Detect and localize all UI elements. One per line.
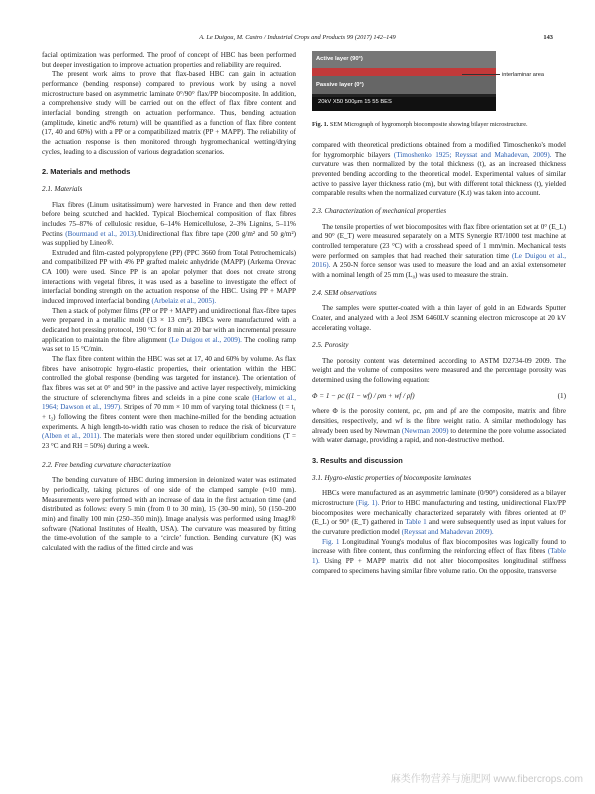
sem-micrograph xyxy=(312,51,496,111)
paragraph: The bending curvature of HBC during immersion in deionized water was estimated by periodically, taking pictures of one side of the clamped sample (≈10 mm). Measurements were performed with an increase of data in the first actuation time (and distributed as follows: every 5 min (from 0 to 30 min), 15 (30–90 min), 50 (150–200 min) and finally 100 min (250–350 min)). Image analysis was performed using ImagJ® software (National Institutes of Health, USA). The curvature was measured by fitting the time-evolution of the sample to a ‘circle’ function. Bending curvature (K) was calculated with the radius of the fitted circle and was xyxy=(42,476,296,552)
journal-citation: A. Le Duigou, M. Castro / Industrial Crops and Products 99 (2017) 142–149 xyxy=(199,34,396,41)
paragraph xyxy=(312,538,566,577)
citation-link[interactable]: (Alben et al., 2011). xyxy=(42,432,102,441)
watermark: 麻类作物营养与施肥网 www.fibercrops.com xyxy=(390,774,583,785)
text: Longitudinal Young's modulus of flax biocomposites was logically found to increase with fibre content, thus confirming the reinforcing effect of flax fibres xyxy=(312,537,566,556)
text: where Φ is the porosity content, ρc, ρm and ρf are the composite, matrix and fibre densities, respectively, and wf is the fibre weight ratio. A similar methodology has already been used by Newman xyxy=(312,407,566,435)
text: The curvature was then normalized by the total thickness (t), as an increased thickness prevented bending according to the theoretical model. Experimental values of similar active to passive layer thickness ratio (m), but with different total thickness (t), yielded comparable results when the normalized curvature (K.t) was taken into account. xyxy=(312,150,567,198)
paragraph xyxy=(42,201,296,249)
paragraph xyxy=(312,407,566,446)
table-link[interactable]: (Table 1). xyxy=(312,547,566,565)
text: Prior to HBC manufacturing and testing, unidirectional Flax/PP biocomposites were mechanically characterized separately with fibres oriented at 0°(E_L) or 90° (E_T) gathered in xyxy=(312,499,566,527)
text: Unidirectional flax fibre tape (200 g/m² and 50 g/m²) was supplied by Lineo®. xyxy=(42,229,296,248)
table-link[interactable]: Table 1 xyxy=(405,518,427,527)
citation-link[interactable]: (Reyssat and Mahadevan 2009). xyxy=(401,528,494,536)
subsection-heading: 2.3. Characterization of mechanical properties xyxy=(312,206,447,215)
page-number: 143 xyxy=(543,34,553,41)
subsection-heading: 3.1. Hygro-elastic properties of biocomposite laminates xyxy=(312,473,472,482)
paragraph xyxy=(312,141,566,199)
figure-link[interactable]: (Fig. 1). xyxy=(355,499,380,508)
equation-body: Φ = 1 − ρc ((1 − wf) / ρm + wf / ρf) xyxy=(312,391,415,400)
caption-text: SEM Micrograph of hygromorph biocomposite showing bilayer microstructure. xyxy=(329,121,528,128)
text: compared with theoretical predictions obtained from a modified Timoschenko's model for hygromorphic bilayers xyxy=(312,141,566,159)
interlaminar-label: interlaminar area xyxy=(502,72,544,78)
text: HBCs were manufactured as an asymmetric laminate (0/90°) considered as a bilayer microstructure xyxy=(312,489,566,508)
citation-link[interactable]: (Arbelaiz et al., 2005). xyxy=(151,297,217,306)
paragraph xyxy=(42,355,296,452)
interlaminar-pointer xyxy=(462,74,500,75)
active-layer-label: Active layer (90°) xyxy=(316,56,363,62)
left-column xyxy=(42,51,296,554)
citation-link[interactable]: (Newman 2009) xyxy=(401,426,449,435)
paragraph: facial optimization was performed. The proof of concept of HBC has been performed but deeper investigation to improve actuation properties and reliability are required. xyxy=(42,51,296,69)
citation-link[interactable]: (Le Duigou et al., 2009). xyxy=(168,335,242,344)
text: Extruded and film-casted polypropylene (PP) (PPC 3660 from Total Petrochemicals) and compatibilized PP with 4% PP grafted maleic anhydride (MAPP) (Arkema Orevac CA 100) were used. Since PP is an apolar polymer that does not create strong interactions with vegetal fibres, it was used as a baseline to investigate the effect of interfacial bonding strength on the actuation response of the HBC. Using PP + MAPP induced improved interfacial bonding xyxy=(42,248,296,306)
running-header xyxy=(42,34,553,46)
text: Using PP + MAPP matrix did not alter biocomposites longitudinal stiffness compared to specimens having similar fibre volume ratio. On the opposite, transverse xyxy=(312,556,566,575)
section-heading: 2. Materials and methods xyxy=(42,167,131,177)
paragraph: The porosity content was determined according to ASTM D2734-09 2009. The weight and the volume of composites were measured and the percentage porosity was determined using the following equation: xyxy=(312,356,566,385)
text: Stripes of 70 mm × 10 mm of varying total thickness (t = t₁ + t₂) following the fibres content were then machine-milled for the bending actuation experiments. A high length-to-width ratio was chosen to reduce the risk of bicurvature xyxy=(42,403,296,431)
equation-1 xyxy=(312,392,566,402)
subsection-heading: 2.4. SEM observations xyxy=(312,288,377,297)
micrograph-scale-label: 20kV X50 500μm 15 55 BES xyxy=(318,99,392,106)
citation-link[interactable]: (Timoshenko 1925; Reyssat and Mahadevan, 2009). xyxy=(393,150,552,159)
paragraph xyxy=(42,249,296,307)
subsection-heading: 2.5. Porosity xyxy=(312,341,349,350)
text: Flax fibres (Linum usitatissimum) were harvested in France and then dew retted before being scutched and hackled. Typical Biochemical composition of flax fibres includes 75–87% of cellulosic residue, 6–14% Hemicellulose, 2–3% Lignins, 5–11% Pectins xyxy=(42,200,296,238)
subsection-heading: 2.2. Free bending curvature characterization xyxy=(42,460,171,469)
citation-link[interactable]: (Harlow et al., 1964; Dawson et al., 1997). xyxy=(42,393,296,412)
text: The tensile properties of wet biocomposites with flax fibre orientation set at 0° (E_L) and 90° (E_T) were measured separately on a MTS Synergie RT/1000 test machine at controlled temperature (23 °C) with a crosshead speed of 1 mm/min. Mechanical tests were performed on samples that had reached their saturation time xyxy=(312,222,566,260)
paragraph: The samples were sputter-coated with a thin layer of gold in an Edwards Sputter Coater, and analyzed with a Jeol JSM 6460LV scanning electron microscope at 20 kV accelerating voltage. xyxy=(312,304,566,332)
caption-label: Fig. 1. xyxy=(312,121,329,128)
equation-number: (1) xyxy=(557,391,566,400)
text: The materials were then stored under equilibrium conditions (T = 23 °C and RH = 50%) during a week. xyxy=(42,432,296,450)
text: to determine the pore volume associated with water damage, providing a rapid, and non-destructive method. xyxy=(312,426,567,445)
figure-link[interactable]: Fig. 1 xyxy=(322,537,340,546)
text: A 250-N force sensor was used to measure the load and an axial extensometer with a nominal length of 25 mm (L₀) was used to measure the strain. xyxy=(312,261,566,279)
text: Then a stack of polymer films (PP or PP + MAPP) and unidirectional flax-fibre tapes were prepared in a metallic mold (13 × 13 cm²). HBCs were manufactured with a dedicated hot pressing protocol, 190 °C for 8 min at 20 bar with an incremental pressure application to maintain the fibre alignment xyxy=(42,306,296,344)
right-column xyxy=(312,51,566,576)
paragraph: The present work aims to prove that flax-based HBC can gain in actuation performance (bending response) compared to previous work by using a novel microstructure based on asymmetric laminate 0°/90° flax/PP biocomposite. In addition, a comprehensive study will be carried out on the effect of flax fibre content and interfacial bonding strength on actuation performance. Thus, bending actuation (amplitude, kinetic and% return) will be quantified as a function of flax fibre content (17, 40 and 60%) with a PP or a compatibilized matrix (PP + MAPP). The reliability of the actuation response is then monitored through hygromechanical wetting/drying cycles, leading to a discussion of various degradation scenarios. xyxy=(42,70,296,156)
paragraph xyxy=(312,489,566,537)
paragraph xyxy=(42,307,296,355)
text: and were subsequently used as input values for the curvature prediction model xyxy=(312,518,567,536)
section-heading: 3. Results and discussion xyxy=(312,456,403,466)
citation-link[interactable]: (Bourmaud et al., 2013). xyxy=(65,229,138,238)
passive-layer-label: Passive layer (0°) xyxy=(316,82,364,88)
subsection-heading: 2.1. Materials xyxy=(42,184,83,193)
citation-link[interactable]: (Le Duigou et al., 2016). xyxy=(312,251,566,270)
text: The cooling ramp was set to 15 °C/min. xyxy=(42,335,296,354)
text: The flax fibre content within the HBC was set at 17, 40 and 60% by volume. As flax fibres have anisotropic hygro-elastic properties, their orientation within the HBC controlled the global response (bending was targeted for instance). The orientation of flax fibres was set at 0° and 90° in the passive and active layer respectively, mimicking the structure of sclerenchyma fibres and scleids in a pine cone scale xyxy=(42,355,296,402)
paragraph xyxy=(312,223,566,281)
figure-caption xyxy=(312,121,566,129)
figure-1 xyxy=(312,51,566,113)
